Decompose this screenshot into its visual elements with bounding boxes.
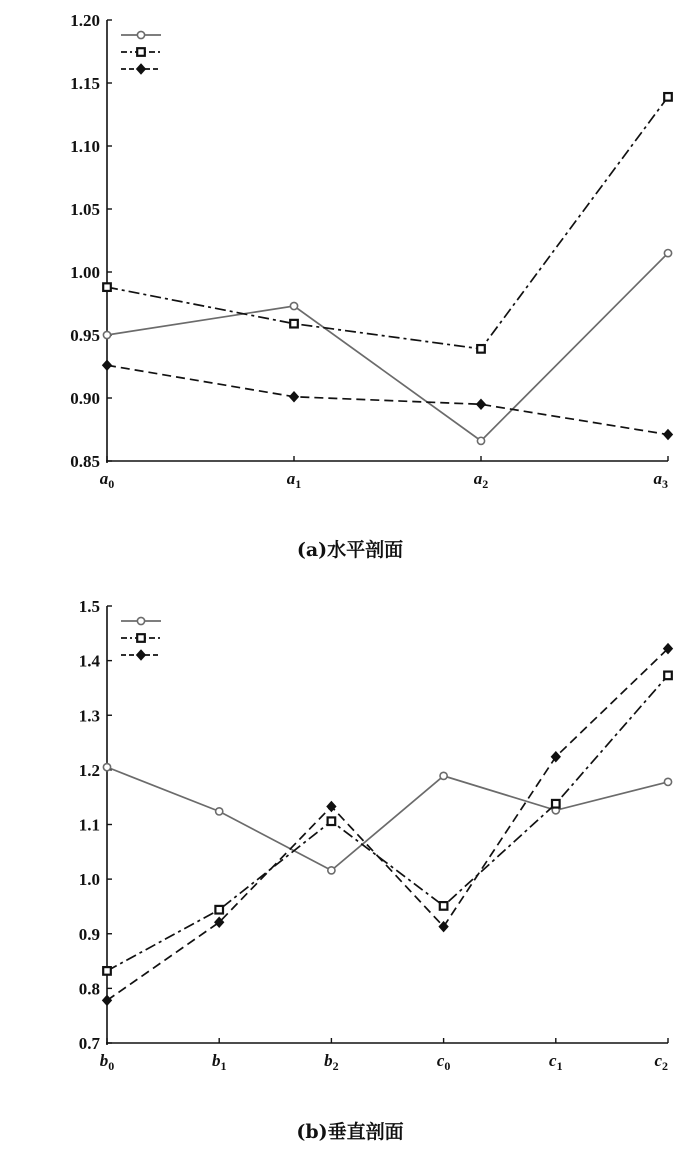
data-point [664,430,673,440]
x-tick-label-base: b [99,1051,109,1070]
data-point [215,906,223,914]
y-tick-label: 1.1 [78,815,100,835]
legend-marker [137,617,144,624]
y-tick-label: 1.0 [78,870,100,890]
x-tick-label [100,1051,115,1073]
data-point [103,331,110,338]
x-tick-label-base: a [286,469,296,488]
data-point [103,764,110,771]
x-tick-label-subscript: 2 [332,1059,339,1073]
x-tick-label-subscript: 0 [108,1059,115,1073]
series-open-circle [103,764,671,874]
data-point [103,967,111,975]
y-tick-label: 0.90 [70,389,100,408]
chart-horizontal-profile [70,11,672,561]
data-point [440,902,448,910]
x-tick-label-base: c [654,1051,662,1070]
data-point [328,817,336,825]
y-tick-label: 0.7 [78,1034,100,1053]
x-tick-label [437,1051,451,1073]
data-point [290,302,297,309]
data-point [103,360,112,370]
legend [121,617,161,660]
legend-marker [137,64,146,74]
y-tick-label: 1.5 [78,597,100,616]
series-line [107,649,668,1001]
y-tick-label: 1.05 [70,200,100,219]
y-tick-label: 1.3 [78,706,100,726]
x-tick-label-subscript: 0 [444,1059,451,1073]
y-tick-label: 1.10 [70,137,100,156]
chart-caption: (b)垂直剖面 [296,1121,404,1143]
x-tick-label-subscript: 1 [556,1059,563,1073]
x-tick-label-subscript: 1 [295,477,302,491]
legend [121,31,161,74]
x-tick-label [212,1051,227,1073]
x-tick-label [324,1051,339,1073]
y-tick-label: 1.20 [70,11,100,30]
x-tick-label [654,469,669,491]
x-tick-label [654,1051,668,1073]
x-tick-label-subscript: 2 [662,1059,668,1073]
x-tick-label-base: a [473,469,483,488]
data-point [477,399,486,409]
series-line [107,97,668,349]
x-tick-label [287,469,302,491]
y-tick-label: 1.15 [70,74,100,93]
y-tick-label: 1.4 [78,651,100,671]
data-point [216,808,223,815]
x-tick-label [549,1051,563,1073]
series-line [107,767,668,870]
data-point [290,320,298,328]
chart-caption: (a)水平剖面 [296,539,404,561]
x-tick-label-subscript: 0 [108,477,115,491]
data-point [552,800,560,808]
data-point [664,778,671,785]
y-tick-label: 0.95 [70,326,100,345]
series-open-circle [103,250,671,445]
data-point [328,867,335,874]
y-tick-label: 0.8 [78,979,100,999]
x-tick-label-base: c [436,1051,445,1070]
y-tick-label: 1.2 [78,760,100,780]
legend-marker [137,650,146,660]
x-tick-label-subscript: 2 [482,477,489,491]
legend-marker [137,31,144,38]
data-point [290,392,299,402]
data-point [664,672,672,680]
data-point [664,93,672,101]
data-point [103,995,112,1005]
chart-vertical-profile [79,597,673,1143]
x-tick-label-base: a [653,469,662,488]
data-point [477,437,484,444]
series-open-square [103,93,672,353]
x-tick-label [474,469,489,491]
y-tick-label: 0.9 [78,924,100,944]
series-line [107,365,668,434]
x-tick-label-subscript: 1 [220,1059,227,1073]
series-line [107,253,668,441]
x-tick-label-base: c [549,1051,557,1070]
data-point [103,283,111,291]
y-tick-label: 1.00 [70,263,100,282]
data-point [664,250,671,257]
x-tick-label-base: b [324,1051,333,1070]
series-filled-diamond [103,644,673,1006]
data-point [440,772,447,779]
data-point [477,345,485,353]
x-tick-label-subscript: 3 [662,477,668,491]
legend-marker [137,48,145,56]
legend-marker [137,634,145,642]
x-tick-label-base: a [99,469,109,488]
y-tick-label: 0.85 [70,452,100,471]
x-tick-label [100,469,115,491]
series-filled-diamond [103,360,673,439]
x-tick-label-base: b [211,1051,221,1070]
